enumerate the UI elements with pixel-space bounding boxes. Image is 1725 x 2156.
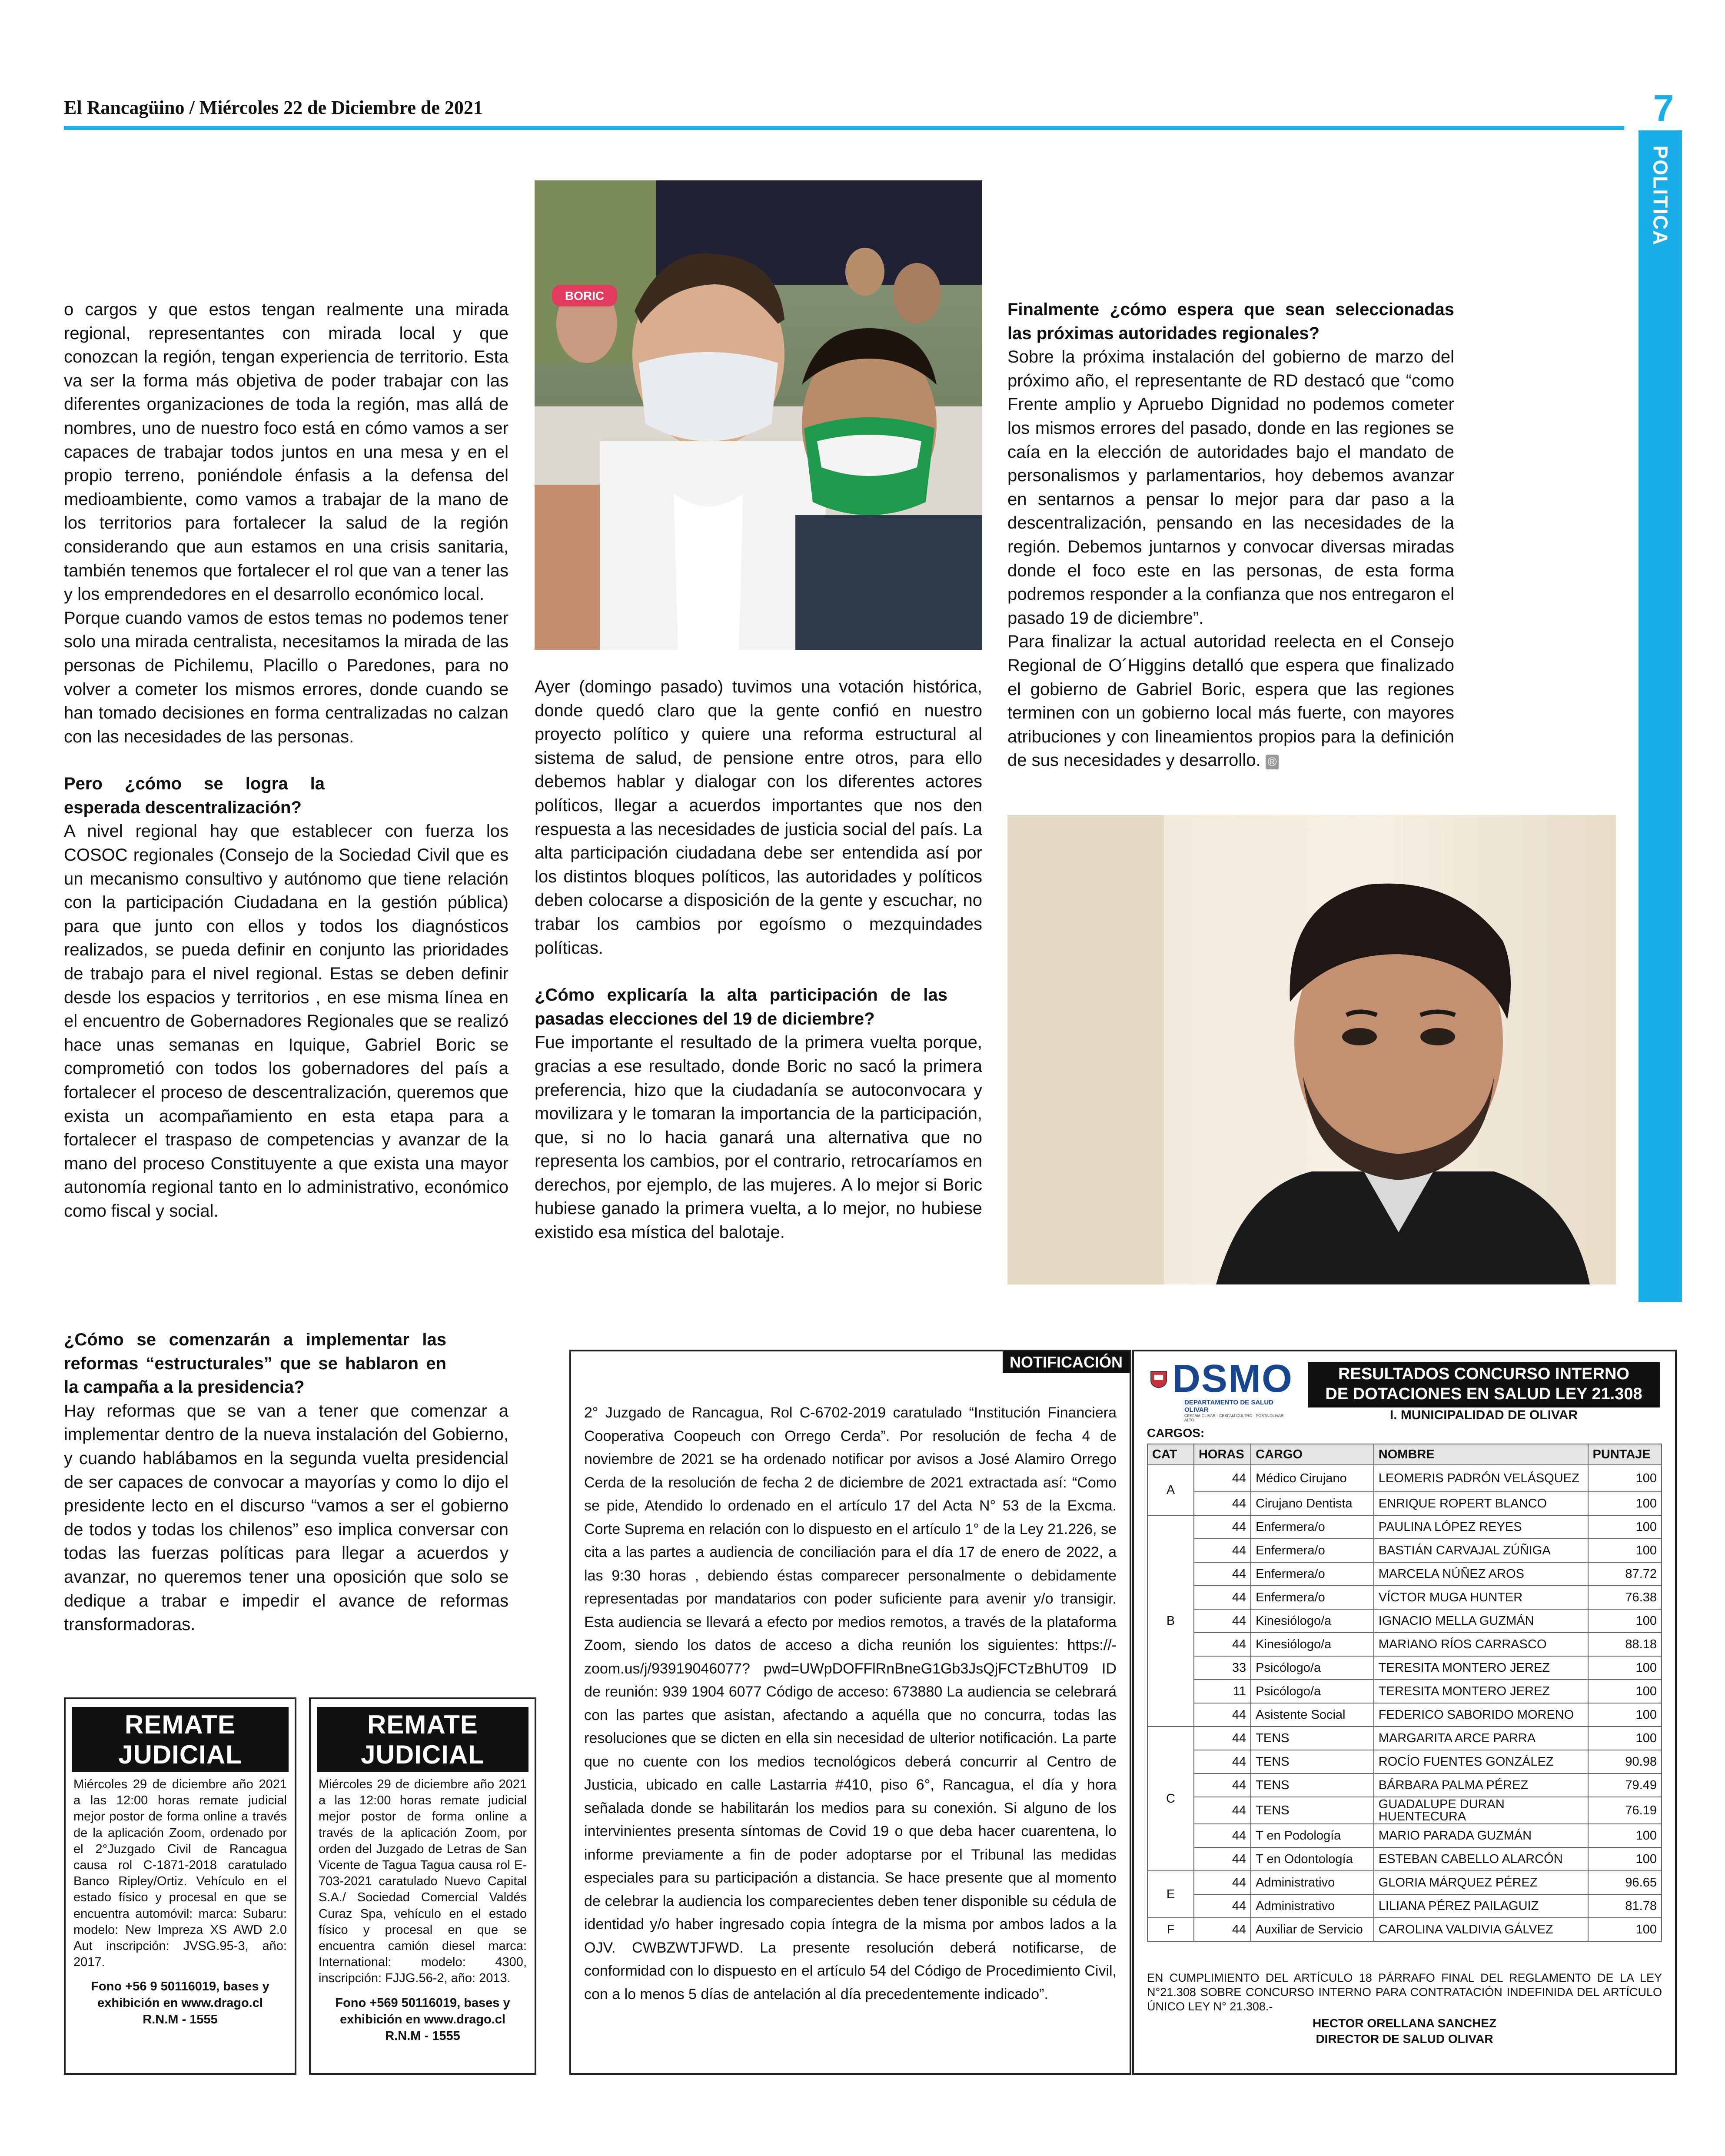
hours-cell: 44 <box>1194 1539 1251 1562</box>
score-cell: 76.38 <box>1588 1586 1662 1609</box>
col-header: HORAS <box>1194 1444 1251 1465</box>
ad-title: REMATE JUDICIAL <box>72 1707 289 1772</box>
name-cell: LILIANA PÉREZ PAILAGUIZ <box>1374 1894 1588 1918</box>
notificacion-notice <box>569 1350 1131 2075</box>
hours-cell: 44 <box>1194 1750 1251 1773</box>
cargo-cell: Enfermera/o <box>1251 1562 1374 1586</box>
cargo-cell: TENS <box>1251 1773 1374 1797</box>
masthead <box>64 96 483 119</box>
table-row <box>1147 1918 1662 1941</box>
right-column <box>1007 298 1454 772</box>
cargo-cell: T en Podología <box>1251 1824 1374 1847</box>
paragraph: A nivel regional hay que establecer con fuerza los COSOC regionales (Consejo de la Sociedad Civil que es un mecanismo consultivo y autónomo que tiene relación con la participación Ciudadana en la gestión pública) para que junto con ellos y todos los diagnósticos realizados, se pueda definir en conjunto las prioridades de trabajo para el nivel regional. Estas se deben definir desde los espacios y territorios , en ese misma línea en el encuentro de Gobernadores Regionales que se realizó hace unas semanas en Iquique, Gabriel Boric se comprometió con todos los gobernadores del país a fortalecer el proceso de descentralización, queremos que exista un acompañamiento en esta etapa para a fortalecer el traspaso de competencias y avanzar de la mano del proceso Constituyente a que exista una mayor autonomía regional tanto en lo administrativo, económico como fiscal y social. <box>64 822 509 1221</box>
name-cell: MARCELA NÚÑEZ AROS <box>1374 1562 1588 1586</box>
name-cell: TERESITA MONTERO JEREZ <box>1374 1656 1588 1680</box>
paragraph: Hay reformas que se van a tener que comenzar a implementar dentro de la nueva instalación del Gobierno, y cuando hablábamos en la segunda vuelta presidencial de ser capaces de convocar a mayorías y como lo dijo el presidente lecto en el discurso “vamos a ser el gobierno de todos y todas los chilenos” eso implica conversar con todas las fuerzas políticas para llegar a acuerdos y avanzar, no queremos tener una oposición que solo se dedique a trabar e impedir el avance de reformas transformadoras. <box>64 1401 509 1634</box>
table-row <box>1147 1633 1662 1656</box>
name-cell: FEDERICO SABORIDO MORENO <box>1374 1703 1588 1727</box>
hours-cell: 44 <box>1194 1633 1251 1656</box>
hours-cell: 44 <box>1194 1773 1251 1797</box>
shield-icon <box>1150 1364 1168 1394</box>
ad-contact: Fono +56 9 50116019, bases y exhibición en www.drago.cl <box>91 1980 269 2010</box>
name-cell: ROCÍO FUENTES GONZÁLEZ <box>1374 1750 1588 1773</box>
logo-text: DSMO <box>1172 1357 1293 1401</box>
score-cell: 79.49 <box>1588 1773 1662 1797</box>
table-row <box>1147 1727 1662 1750</box>
cargo-cell: Enfermera/o <box>1251 1539 1374 1562</box>
name-cell: MARIO PARADA GUZMÁN <box>1374 1824 1588 1847</box>
results-footnote: EN CUMPLIMIENTO DEL ARTÍCULO 18 PÁRRAFO FINAL DEL REGLAMENTO DE LA LEY N°21.308 SOBRE CONCURSO INTERNO PARA CONTRATACIÓN INDEFINIDA DEL ARTÍCULO ÚNICO LEY N° 21.308.- <box>1147 1971 1662 2013</box>
col-header: PUNTAJE <box>1588 1444 1662 1465</box>
col-header: NOMBRE <box>1374 1444 1588 1465</box>
cargo-cell: Asistente Social <box>1251 1703 1374 1727</box>
header-rule <box>64 126 1624 130</box>
score-cell: 100 <box>1588 1824 1662 1847</box>
cargo-cell: T en Odontología <box>1251 1847 1374 1871</box>
end-of-article-icon: ® <box>1266 755 1279 769</box>
ad-title: REMATE JUDICIAL <box>317 1707 528 1772</box>
name-cell: VÍCTOR MUGA HUNTER <box>1374 1586 1588 1609</box>
col-header: CARGO <box>1251 1444 1374 1465</box>
logo-small-print: CESFAM OLIVAR · CESFAM GULTRO · POSTA OLIVAR ALTO <box>1184 1414 1284 1422</box>
notice-tag: NOTIFICACIÓN <box>1003 1351 1130 1373</box>
signer-title: DIRECTOR DE SALUD OLIVAR <box>1316 2032 1493 2046</box>
interview-question: Finalmente ¿cómo espera que sean seleccionadas las próximas autoridades regionales? <box>1007 300 1454 343</box>
hours-cell: 44 <box>1194 1824 1251 1847</box>
name-cell: GLORIA MÁRQUEZ PÉREZ <box>1374 1871 1588 1894</box>
paragraph: Ayer (domingo pasado) tuvimos una votación histórica, donde quedó claro que la gente confió en nuestro proyecto político y quiere una reforma estructural al sistema de salud, de pensione entre otros, para ello debemos hablar y dialogar con los diferentes actores políticos, llegar a acuerdos importantes que nos den respuesta a las necesidades de justicia social del país. La alta participación ciudadana debe ser entendida así por los distintos bloques políticos, las autoridades y políticos deben colocarse a disposición de la gente y escuchar, no trabar los cambios por egoísmo o mezquindades políticas. <box>535 677 982 958</box>
paragraph: o cargos y que estos tengan realmente una mirada regional, representantes con mirada local y que conozcan la región, tengan experiencia de territorio. Esta va ser la forma más objetiva de poder trabajar con las diferentes organizaciones de toda la región, mas allá de nombres, uno de nuestro foco está en cómo vamos a ser capaces de trabajar todos juntos en una mesa y en el propio terreno, poniéndole énfasis a la defensa del medioambiente, como vamos a trabajar de la mano de los territorios para fortalecer la salud de la región considerando que aun estamos en una crisis sanitaria, también tenemos que fortalecer el rol que van a tener las y los emprendedores en el desarrollo económico local. <box>64 300 509 604</box>
score-cell: 100 <box>1588 1492 1662 1515</box>
score-cell: 100 <box>1588 1465 1662 1492</box>
score-cell: 100 <box>1588 1539 1662 1562</box>
name-cell: BASTIÁN CARVAJAL ZÚÑIGA <box>1374 1539 1588 1562</box>
table-row <box>1147 1871 1662 1894</box>
remate-judicial-ad <box>309 1697 536 2075</box>
dsmo-logo <box>1150 1357 1293 1422</box>
table-row <box>1147 1465 1662 1492</box>
svg-text:BORIC: BORIC <box>565 289 605 303</box>
crowd-selfie-photo <box>535 180 982 650</box>
cargo-cell: Enfermera/o <box>1251 1586 1374 1609</box>
name-cell: MARIANO RÍOS CARRASCO <box>1374 1633 1588 1656</box>
page-number: 7 <box>1653 87 1674 129</box>
score-cell: 100 <box>1588 1515 1662 1539</box>
table-row <box>1147 1492 1662 1515</box>
resultados-concurso-notice <box>1132 1350 1677 2075</box>
hours-cell: 44 <box>1194 1894 1251 1918</box>
hours-cell: 44 <box>1194 1586 1251 1609</box>
table-row <box>1147 1847 1662 1871</box>
cargo-cell: Kinesiólogo/a <box>1251 1633 1374 1656</box>
score-cell: 100 <box>1588 1918 1662 1941</box>
name-cell: TERESITA MONTERO JEREZ <box>1374 1680 1588 1703</box>
interview-question: Pero ¿cómo se logra la esperada descentralización? <box>64 774 325 817</box>
score-cell: 90.98 <box>1588 1750 1662 1773</box>
ad-rnm: R.N.M - 1555 <box>143 2013 218 2027</box>
hours-cell: 44 <box>1194 1871 1251 1894</box>
ad-rnm: R.N.M - 1555 <box>385 2029 460 2043</box>
hours-cell: 44 <box>1194 1918 1251 1941</box>
category-cell: B <box>1147 1515 1194 1727</box>
hours-cell: 44 <box>1194 1465 1251 1492</box>
cargo-cell: Cirujano Dentista <box>1251 1492 1374 1515</box>
table-row <box>1147 1703 1662 1727</box>
portrait-photo <box>1007 815 1616 1284</box>
name-cell: CAROLINA VALDIVIA GÁLVEZ <box>1374 1918 1588 1941</box>
cargo-cell: TENS <box>1251 1727 1374 1750</box>
name-cell: GUADALUPE DURAN HUENTECURA <box>1374 1797 1588 1824</box>
signer-name: HECTOR ORELLANA SANCHEZ <box>1312 2016 1497 2030</box>
paragraph: Fue importante el resultado de la primera vuelta porque, gracias a ese resultado, donde Boric no sacó la primera preferencia, hizo que la ciudadanía se autoconvocara y movilizara y le tomaran la importancia de la participación, que, si no lo hacia ganará una alternativa que no representa los cambios, por el contrario, retrocaríamos en derechos, por ejemplo, de las mujeres. A lo mejor si Boric hubiese ganado la primera vuelta, a lo mejor, no hubiese existido esa mística del balotaje. <box>535 1033 982 1242</box>
score-cell: 100 <box>1588 1703 1662 1727</box>
category-cell: F <box>1147 1918 1194 1941</box>
score-cell: 100 <box>1588 1609 1662 1633</box>
score-cell: 100 <box>1588 1847 1662 1871</box>
hours-cell: 11 <box>1194 1680 1251 1703</box>
results-title: RESULTADOS CONCURSO INTERNO DE DOTACIONES EN SALUD LEY 21.308 <box>1308 1362 1660 1407</box>
interview-question: ¿Cómo se comenzarán a implementar las reformas “estructurales” que se hablaron en la campaña a la presidencia? <box>64 1330 446 1397</box>
table-row <box>1147 1894 1662 1918</box>
score-cell: 87.72 <box>1588 1562 1662 1586</box>
paragraph: Sobre la próxima instalación del gobierno de marzo del próximo año, el representante de RD destacó que “como Frente amplio y Apruebo Dignidad no podemos cometer los mismos errores del pasado, donde en las regiones se caía en la elección de autoridades bajo el mandato de personalismos y parlamentarios, hoy debemos avanzar en sentarnos a pensar lo mejor para dar paso a la descentralización, pensando en las necesidades de la región. Debemos juntarnos y convocar diversas miradas donde el foco este en las personas, de esta forma podremos responder a la confianza que nos entregaron el pasado 19 de diciembre”. <box>1007 347 1454 628</box>
results-table <box>1147 1444 1662 1942</box>
cargo-cell: Administrativo <box>1251 1871 1374 1894</box>
hours-cell: 44 <box>1194 1727 1251 1750</box>
table-row <box>1147 1515 1662 1539</box>
table-row <box>1147 1824 1662 1847</box>
ad-body: Miércoles 29 de diciembre año 2021 a las 12:00 horas remate judicial mejor postor de forma online a través de la aplicación Zoom, ordenado por el 2°Juzgado Civil de Rancagua causa rol C-1871-2018 caratulado Banco Ripley/Ortiz. Vehículo en el estado físico y procesal en que se encuentra automóvil: marca: Subaru: modelo: New Impreza XS AWD 2.0 Aut inscripción: JVSG.95-3, año: 2017. <box>73 1777 287 1970</box>
name-cell: ESTEBAN CABELLO ALARCÓN <box>1374 1847 1588 1871</box>
cargo-cell: Auxiliar de Servicio <box>1251 1918 1374 1941</box>
cargo-cell: TENS <box>1251 1750 1374 1773</box>
ad-body: Miércoles 29 de diciembre año 2021 a las 12:00 horas remate judicial mejor postor de forma online a través de la aplicación Zoom, por orden del Juzgado de Letras de San Vicente de Tagua Tagua causa rol E-703-2021 caratulado Nuevo Capital S.A./ Sociedad Comercial Valdés Curaz Spa, vehículo en el estado físico y procesal en que se encuentra camión diesel marca: International: modelo: 4300, inscripción: FJJG.56-2, año: 2013. <box>319 1777 527 1986</box>
score-cell: 76.19 <box>1588 1797 1662 1824</box>
name-cell: BÁRBARA PALMA PÉREZ <box>1374 1773 1588 1797</box>
notice-body: 2° Juzgado de Rancagua, Rol C-6702-2019 caratulado “Institución Financiera Cooperativa Coopeuch con Orrego Cerda”. Por resolución de fecha 4 de noviembre de 2021 se ha ordenado notificar por avisos a José Alamiro Orrego Cerda de la resolución de fecha 2 de diciembre de 2021 extractada así: “Como se pide, Atendido lo ordenado en el artículo 17 del Acta N° 53 de la Excma. Corte Suprema en relación con lo dispuesto en el artículo 1° de la Ley 21.226, se cita a las partes a audiencia de conciliación para el día 17 de enero de 2022, a las 9:30 horas , debiendo éstas comparecer personalmente o debidamente representadas por mandatarios con poder suficiente para avenir y/o transigir. Esta audiencia se llevará a efecto por medios remotos, a través de la plataforma Zoom, siendo los datos de acceso a dicha reunión los siguientes: https://-zoom.us/j/93919046077? pwd=UWpDOFFlRnBneG1Gb3JsQjFCTzBhUT09 ID de reunión: 939 1904 6077 Código de acceso: 673880 La audiencia se celebrará con las partes que asistan, afectando a aquélla que no concurra, todas las resoluciones que se dicten en ella sin necesidad de ulterior notificación. La parte que no cuente con los medios tecnológicos deberá concurrir al Centro de Justicia, ubicado en calle Lastarria #410, piso 6°, Rancagua, el día y hora señalada donde se habilitarán los medios para su conexión. Si alguno de los intervinientes presenta síntomas de Covid 19 o que deba hacer cuarentena, lo informe previamente a fin de poder adoptarse por el Tribunal las medidas especiales para su participación a distancia. Se hace presente que al momento de celebrar la audiencia los comparecientes deben tener disponible su cédula de identidad y/o haber ingresado copia íntegra de la misma por ambos lados a la OJV. CWBZWTJFWD. La presente resolución deberá notificarse, de conformidad con lo dispuesto en el artículo 54 del Código de Procedimiento Civil, con a lo menos 5 días de antelación al día precedentemente indicado”. <box>584 1404 1117 2003</box>
municipality: I. MUNICIPALIDAD DE OLIVAR <box>1389 1408 1578 1422</box>
score-cell: 100 <box>1588 1680 1662 1703</box>
cargo-cell: Administrativo <box>1251 1894 1374 1918</box>
issue-date: Miércoles 22 de Diciembre de 2021 <box>199 97 483 118</box>
hours-cell: 44 <box>1194 1562 1251 1586</box>
logo-subtitle: DEPARTAMENTO DE SALUD OLIVAR <box>1184 1399 1274 1414</box>
section-sidebar <box>1639 130 1682 1302</box>
left-column <box>64 298 509 1223</box>
hours-cell: 44 <box>1194 1609 1251 1633</box>
paragraph: Para finalizar la actual autoridad reelecta en el Consejo Regional de O´Higgins detalló que espera que finalizado el gobierno de Gabriel Boric, espera que las regiones terminen con un gobierno local más fuerte, con mayores atribuciones y con lineamientos propios para la definición de sus necesidades y desarrollo. ® <box>1007 632 1454 770</box>
cargo-cell: Psicólogo/a <box>1251 1656 1374 1680</box>
table-row <box>1147 1586 1662 1609</box>
left-column-lower <box>64 1328 509 1637</box>
hours-cell: 44 <box>1194 1847 1251 1871</box>
score-cell: 88.18 <box>1588 1633 1662 1656</box>
category-cell: E <box>1147 1871 1194 1918</box>
table-row <box>1147 1773 1662 1797</box>
cargo-cell: Médico Cirujano <box>1251 1465 1374 1492</box>
publication-name: El Rancagüino <box>64 97 185 118</box>
hours-cell: 44 <box>1194 1797 1251 1824</box>
category-cell: A <box>1147 1465 1194 1515</box>
section-label: POLITICA <box>1649 145 1672 246</box>
interview-question: ¿Cómo explicaría la alta participación de las pasadas elecciones del 19 de diciembre? <box>535 985 947 1028</box>
table-row <box>1147 1562 1662 1586</box>
cargo-cell: Enfermera/o <box>1251 1515 1374 1539</box>
name-cell: ENRIQUE ROPERT BLANCO <box>1374 1492 1588 1515</box>
score-cell: 100 <box>1588 1727 1662 1750</box>
name-cell: PAULINA LÓPEZ REYES <box>1374 1515 1588 1539</box>
col-header: CAT <box>1147 1444 1194 1465</box>
cargo-cell: Psicólogo/a <box>1251 1680 1374 1703</box>
score-cell: 81.78 <box>1588 1894 1662 1918</box>
paragraph: Porque cuando vamos de estos temas no podemos tener solo una mirada centralista, necesitamos la mirada de las personas de Pichilemu, Placillo o Paredones, para no volver a cometer los mismos errores, donde cuando se han tomado decisiones en forma centralizadas no calzan con las necesidades de las personas. <box>64 608 509 746</box>
hours-cell: 44 <box>1194 1515 1251 1539</box>
name-cell: MARGARITA ARCE PARRA <box>1374 1727 1588 1750</box>
table-row <box>1147 1539 1662 1562</box>
table-row <box>1147 1750 1662 1773</box>
name-cell: IGNACIO MELLA GUZMÁN <box>1374 1609 1588 1633</box>
hours-cell: 44 <box>1194 1492 1251 1515</box>
cargo-cell: Kinesiólogo/a <box>1251 1609 1374 1633</box>
results-table-wrap <box>1147 1444 1662 1942</box>
ad-contact: Fono +569 50116019, bases y exhibición en www.drago.cl <box>335 1996 510 2026</box>
hours-cell: 33 <box>1194 1656 1251 1680</box>
table-row <box>1147 1680 1662 1703</box>
score-cell: 100 <box>1588 1656 1662 1680</box>
hours-cell: 44 <box>1194 1703 1251 1727</box>
remate-judicial-ad <box>64 1697 296 2075</box>
table-row <box>1147 1797 1662 1824</box>
table-row <box>1147 1609 1662 1633</box>
middle-column <box>535 675 982 1244</box>
name-cell: LEOMERIS PADRÓN VELÁSQUEZ <box>1374 1465 1588 1492</box>
score-cell: 96.65 <box>1588 1871 1662 1894</box>
cargo-cell: TENS <box>1251 1797 1374 1824</box>
cargos-label: CARGOS: <box>1147 1426 1205 1440</box>
table-row <box>1147 1656 1662 1680</box>
masthead-separator: / <box>189 97 195 118</box>
category-cell: C <box>1147 1727 1194 1871</box>
